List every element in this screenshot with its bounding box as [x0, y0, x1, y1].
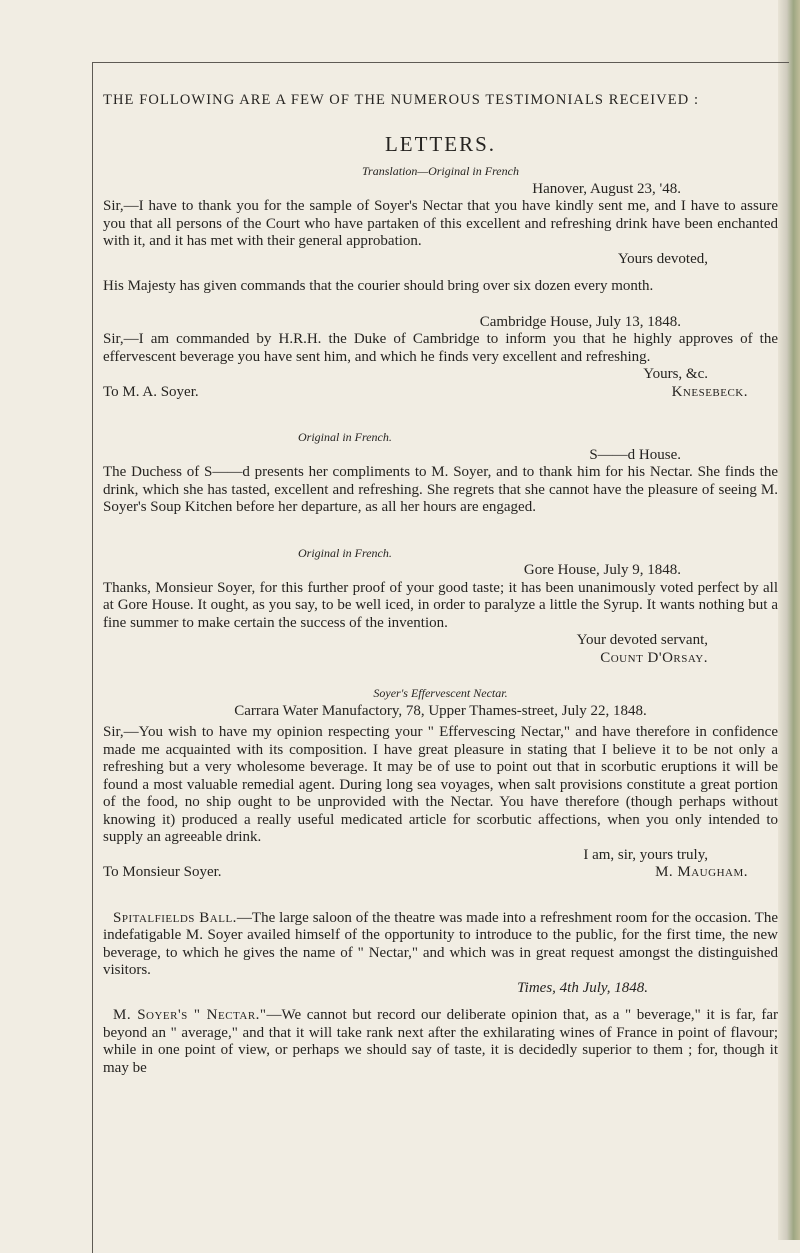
- letter-body: Sir,—You wish to have my opinion respecting your " Effervescing Nectar," and have therefore in confidence made me acquainted with its composition. I have great pleasure in stating that I believe it to be not only a refreshing but a very wholesome beverage. It may be of use to point out that in scorbutic eruptions it will be found a most valuable remedial agent. During long sea voyages, when salt provisions constitute a great portion of the food, no ship ought to be unprovided with the Nectar. You have therefore (though perhaps without knowing it) produced a really useful medicated article for scorbutic affections, when you only intended to supply an agreeable drink.: [103, 724, 778, 845]
- notice-nectar: [103, 1007, 778, 1077]
- letters-title: LETTERS.: [384, 131, 497, 156]
- letter-note: Soyer's Effervescent Nectar.: [373, 686, 508, 700]
- letter-closing: Yours, &c.: [643, 366, 708, 382]
- letter-body: The Duchess of S——d presents her compliments to M. Soyer, and to thank him for his Nectar. She finds the drink, which she has tasted, excellent and refreshing. She regrets that she cannot have the pleasure of seeing M. Soyer's Soup Kitchen before her departure, as all her hours are engaged.: [103, 464, 778, 515]
- notice-lead: M. Soyer's " Nectar.": [113, 1007, 267, 1023]
- notice-paragraph: [103, 1007, 778, 1077]
- letter-closing: Yours devoted,: [617, 250, 708, 267]
- letter-signature: Knesebeck.: [671, 383, 748, 400]
- letter-sign-row: [103, 864, 778, 882]
- letter-dateline: S——d House.: [589, 446, 681, 463]
- letter-addressee: To Monsieur Soyer.: [103, 864, 222, 880]
- testimonials-heading: THE FOLLOWING ARE A FEW OF THE NUMEROUS TESTIMONIALS RECEIVED :: [103, 92, 700, 108]
- letter-duchess: [103, 429, 778, 517]
- letter-signature: M. Maugham.: [655, 864, 748, 880]
- letter-body: Sir,—I am commanded by H.R.H. the Duke of Cambridge to inform you that he highly approves of the effervescent beverage you have sent him, and which he finds very excellent and refreshing.: [103, 331, 778, 365]
- letter-signature: Count D'Orsay.: [600, 649, 708, 666]
- notice-lead: Spitalfields Ball.: [113, 909, 237, 926]
- notice-source: Times, 4th July, 1848.: [517, 979, 648, 996]
- letter-postscript: His Majesty has given commands that the courier should bring over six dozen every month.: [103, 278, 654, 294]
- letter-dateline: Carrara Water Manufactory, 78, Upper Thames-street, July 22, 1848.: [234, 702, 647, 719]
- letter-sign-row: [103, 384, 778, 402]
- letter-dateline: Gore House, July 9, 1848.: [523, 562, 681, 578]
- letter-note: Translation—Original in French: [362, 164, 519, 178]
- letter-dateline: Cambridge House, July 13, 1848.: [479, 313, 681, 330]
- notice-body: —The large saloon of the theatre was made into a refreshment room for the occasion. The indefatigable M. Soyer availed himself of the opportunity to introduce to the public, for the first time, the new beverage, to which he gives the name of " Nectar," and which was in great request amongst the distinguished visitors.: [103, 909, 778, 978]
- letter-dateline: Hanover, August 23, '48.: [532, 180, 681, 197]
- letter-hanover: [103, 163, 778, 296]
- letter-closing: Your devoted servant,: [576, 632, 708, 648]
- letter-note: Original in French.: [298, 430, 392, 444]
- letter-body: Thanks, Monsieur Soyer, for this further proof of your good taste; it has been unanimously voted perfect by all at Gore House. It ought, as you say, to be well iced, in order to paralyze a little the Syrup. It wants nothing but a fine summer to make certain the success of the invention.: [103, 579, 778, 631]
- notice-spitalfields: [103, 910, 778, 998]
- letter-carrara: [103, 685, 778, 882]
- letter-body: Sir,—I have to thank you for the sample of Soyer's Nectar that you have kindly sent me, and I have to assure you that all persons of the Court who have partaken of this excellent and refreshing drink have been enchanted with it, and it has met with their general approbation.: [103, 198, 778, 249]
- letter-cambridge: [103, 314, 778, 402]
- letter-addressee: To M. A. Soyer.: [103, 383, 199, 400]
- letter-note: Original in French.: [298, 545, 392, 560]
- notice-body: —We cannot but record our deliberate opinion that, as a " beverage," it is far, far beyond an " average," and that it will take rank next after the exhilarating wines of France in point of flavour; while in one point of view, or perhaps we should say of taste, it is decidedly superior to them ; for, though it may be: [103, 1007, 778, 1076]
- letter-closing: I am, sir, yours truly,: [583, 846, 708, 863]
- notice-paragraph: [103, 910, 778, 980]
- document-content: [103, 92, 778, 1077]
- letter-gore-house: [103, 545, 778, 668]
